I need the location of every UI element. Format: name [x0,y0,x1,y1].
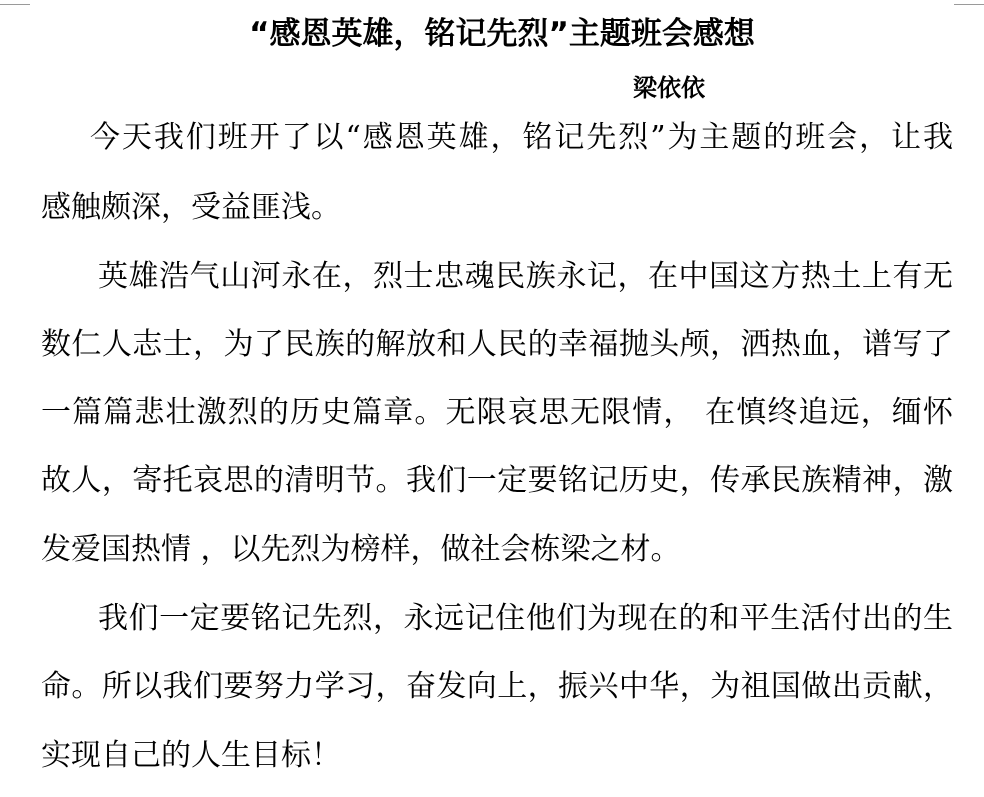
paragraph-line: 命。所以我们要努力学习，奋发向上，振兴中华，为祖国做出贡献， [41,669,953,704]
page-corner-mark-left [0,0,30,5]
paragraph-line: 发爱国热情 ，以先烈为榜样，做社会栋梁之材。 [41,532,681,567]
author-name: 梁依依 [633,74,705,102]
paragraph-line: 一篇篇悲壮激烈的历史篇章。无限哀思无限情， 在慎终追远，缅怀 [41,395,953,430]
paragraph-line: 英雄浩气山河永在，烈士忠魂民族永记，在中国这方热土上有无 [98,259,953,294]
page-corner-mark-right [954,0,984,5]
paragraph-line: 感触颇深，受益匪浅。 [41,190,341,225]
paragraph-line: 今天我们班开了以“感恩英雄，铭记先烈”为主题的班会，让我 [90,120,953,155]
paragraph-line: 数仁人志士，为了民族的解放和人民的幸福抛头颅，洒热血，谱写了 [41,327,953,362]
document-title: “感恩英雄，铭记先烈”主题班会感想 [249,16,755,52]
paragraph-line: 我们一定要铭记先烈，永远记住他们为现在的和平生活付出的生 [98,601,953,636]
paragraph-line: 实现自己的人生目标！ [41,738,341,773]
paragraph-line: 故人，寄托哀思的清明节。我们一定要铭记历史，传承民族精神，激 [41,463,953,498]
